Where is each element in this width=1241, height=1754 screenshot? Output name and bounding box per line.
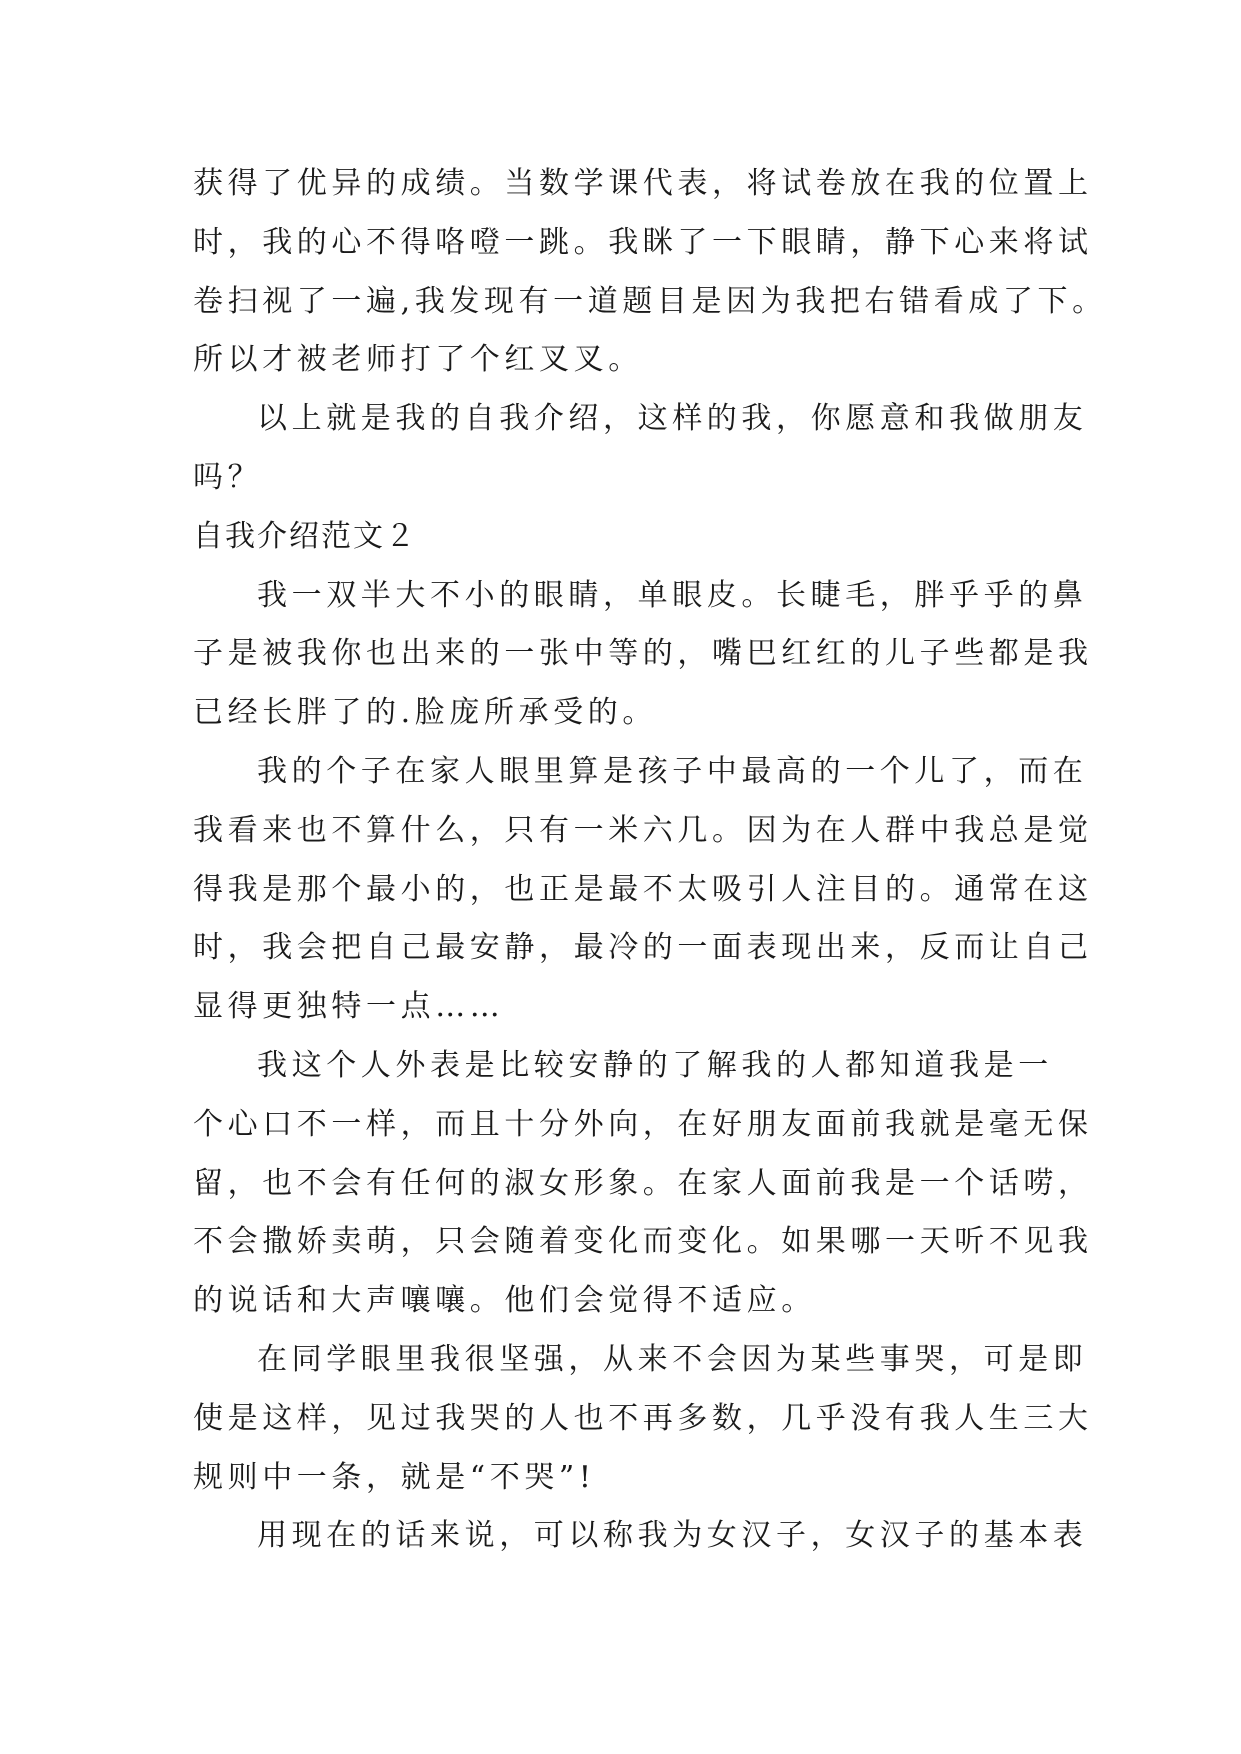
text-line: 获得了优异的成绩。当数学课代表，将试卷放在我的位置上: [193, 166, 1093, 201]
text-line: 个心口不一样，而且十分外向，在好朋友面前我就是毫无保: [193, 1107, 1093, 1142]
paragraph-start: 我一双半大不小的眼睛，单眼皮。长睫毛，胖乎乎的鼻: [257, 578, 1088, 613]
paragraph-start: 我的个子在家人眼里算是孩子中最高的一个儿了，而在: [257, 754, 1088, 789]
text-line: 留，也不会有任何的淑女形象。在家人面前我是一个话唠，: [193, 1166, 1093, 1201]
paragraph-start: 我这个人外表是比较安静的了解我的人都知道我是一: [257, 1048, 1053, 1083]
text-line: 所以才被老师打了个红叉叉。: [193, 342, 643, 377]
text-line: 使是这样，见过我哭的人也不再多数，几乎没有我人生三大: [193, 1401, 1093, 1436]
text-line: 卷扫视了一遍,我发现有一道题目是因为我把右错看成了下。: [193, 284, 1107, 319]
text-line: 时，我会把自己最安静，最冷的一面表现出来，反而让自己: [193, 930, 1093, 965]
paragraph-start: 用现在的话来说，可以称我为女汉子，女汉子的基本表: [257, 1518, 1088, 1553]
text-line: 我看来也不算什么，只有一米六几。因为在人群中我总是觉: [193, 813, 1093, 848]
text-line: 显得更独特一点……: [193, 989, 505, 1024]
paragraph-start: 以上就是我的自我介绍，这样的我，你愿意和我做朋友: [257, 401, 1088, 436]
text-line: 时，我的心不得咯噔一跳。我眯了一下眼睛，静下心来将试: [193, 225, 1093, 260]
text-line: 吗？: [193, 460, 263, 495]
text-line: 不会撒娇卖萌，只会随着变化而变化。如果哪一天听不见我: [193, 1224, 1093, 1259]
text-line: 已经长胖了的.脸庞所承受的。: [193, 695, 657, 730]
text-line: 的说话和大声嚷嚷。他们会觉得不适应。: [193, 1283, 816, 1318]
section-heading: 自我介绍范文２: [193, 519, 417, 554]
paragraph-start: 在同学眼里我很坚强，从来不会因为某些事哭，可是即: [257, 1342, 1088, 1377]
text-line: 子是被我你也出来的一张中等的，嘴巴红红的儿子些都是我: [193, 636, 1093, 671]
text-line: 规则中一条，就是“不哭”!: [193, 1460, 596, 1495]
text-line: 得我是那个最小的，也正是最不太吸引人注目的。通常在这: [193, 872, 1093, 907]
